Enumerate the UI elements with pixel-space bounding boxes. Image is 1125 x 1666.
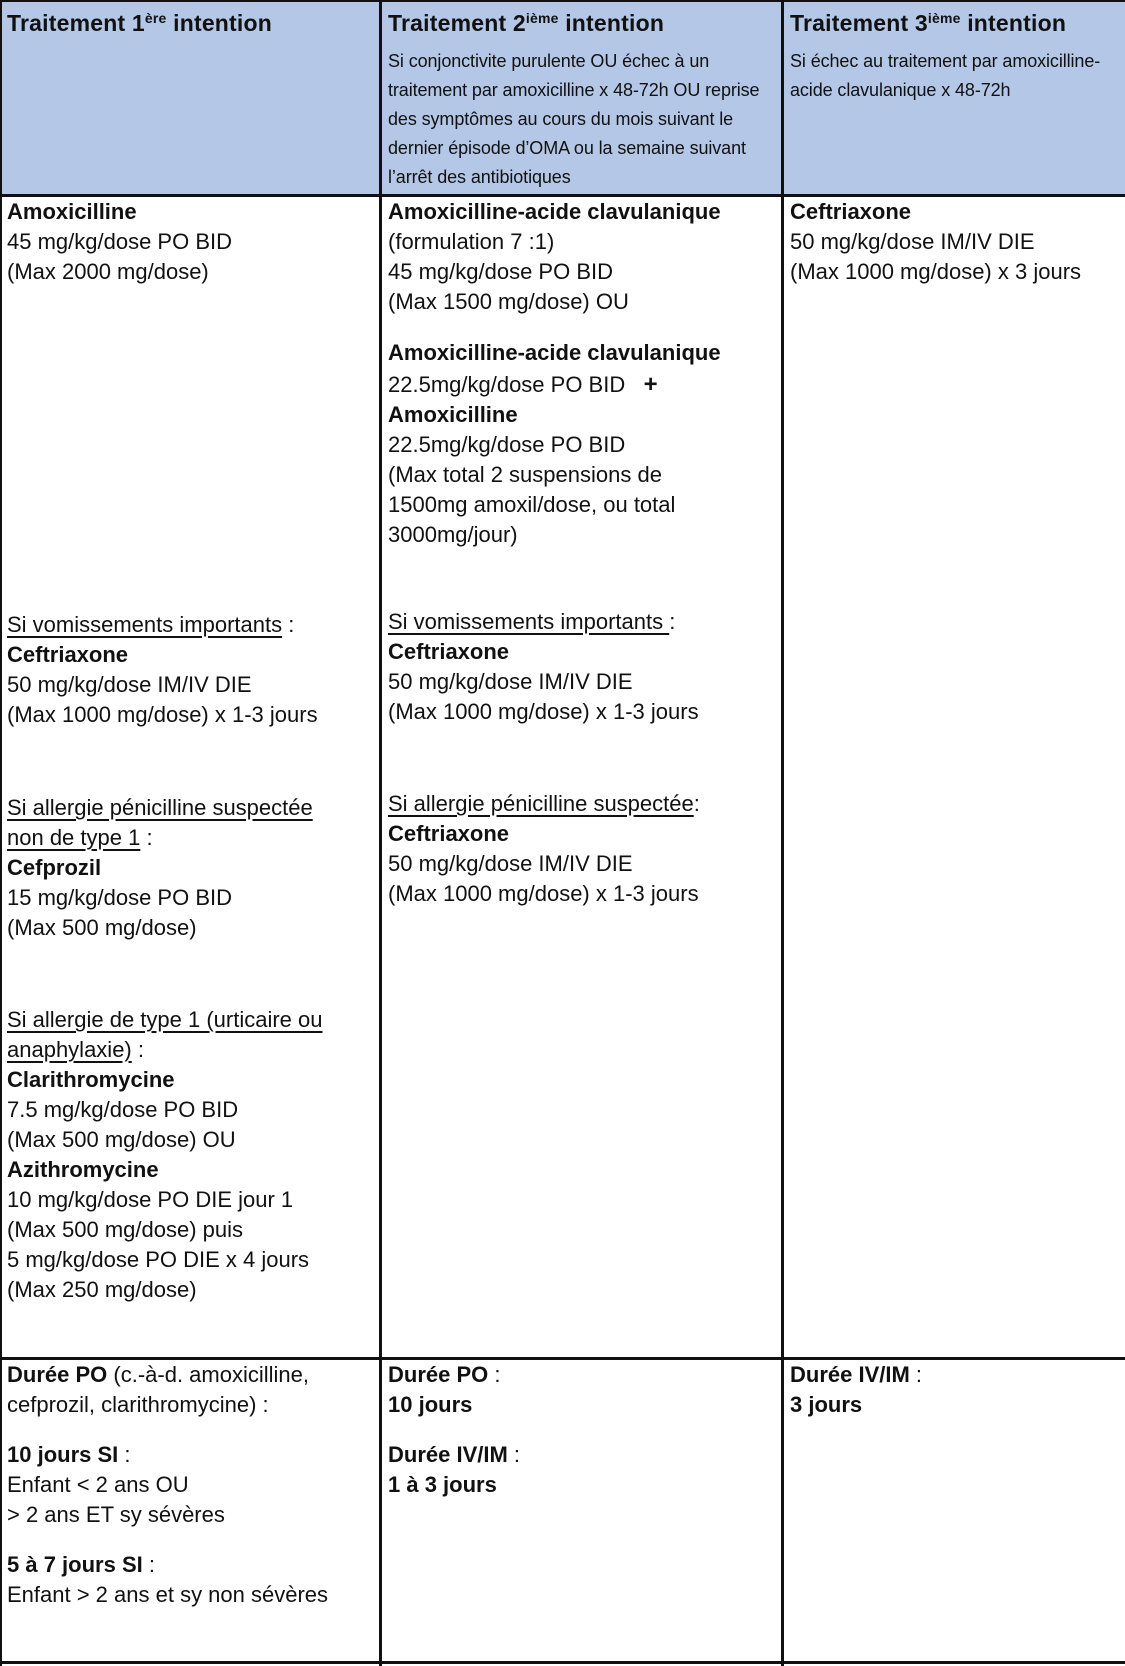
duration-criteria: > 2 ans ET sy sévères	[7, 1502, 225, 1527]
table-body-row	[0, 197, 1125, 1357]
header-cell-third-line	[783, 0, 1125, 195]
header-note-second-line: Si conjonctivite purulente OU échec à un traitement par amoxicilline x 48-72h OU reprise des symptômes au cours du mois suivant le dernier épisode d’OMA ou la semaine suivant l’arrêt des antibiotiques	[388, 51, 760, 187]
duration-cell-third-line	[783, 1360, 1125, 1660]
dose-text: 10 mg/kg/dose PO DIE jour 1	[7, 1187, 294, 1212]
table-border-left	[0, 0, 2, 1666]
first-line-allergy	[7, 793, 377, 943]
header-divider	[0, 194, 1125, 197]
duration-value: 1 à 3 jours	[388, 1472, 497, 1497]
dose-text: 45 mg/kg/dose PO BID	[7, 229, 232, 254]
max-text: 3000mg/jour)	[388, 522, 518, 547]
condition-text: Si allergie pénicilline suspectée:	[388, 791, 700, 816]
duration-second-block	[388, 1360, 779, 1500]
second-line-allergy	[388, 789, 779, 909]
dose-text: 22.5mg/kg/dose PO BID	[388, 432, 626, 457]
dose-text: 50 mg/kg/dose IM/IV DIE	[388, 851, 633, 876]
max-text: (Max 500 mg/dose) puis	[7, 1217, 243, 1242]
dose-text: 5 mg/kg/dose PO DIE x 4 jours	[7, 1247, 310, 1272]
condition-text: non de type 1 :	[7, 825, 153, 850]
max-text: (Max total 2 suspensions de	[388, 462, 662, 487]
max-text: (Max 2000 mg/dose)	[7, 259, 209, 284]
drug-name: Cefprozil	[7, 855, 102, 880]
body-cell-second-line	[381, 197, 783, 1357]
drug-name: Ceftriaxone	[790, 199, 912, 224]
max-text: (Max 1000 mg/dose) x 1-3 jours	[388, 699, 699, 724]
table-border-bottom	[0, 1661, 1125, 1664]
duration-label: Durée PO (c.-à-d. amoxicilline,	[7, 1362, 309, 1387]
formulation-text: (formulation 7 :1)	[388, 229, 555, 254]
duration-third-block	[790, 1360, 1121, 1420]
column-divider-2	[781, 0, 784, 1666]
duration-criteria: Enfant < 2 ans OU	[7, 1472, 189, 1497]
second-line-option-1	[388, 197, 779, 317]
first-line-vomit	[7, 610, 377, 730]
dose-text: 50 mg/kg/dose IM/IV DIE	[7, 672, 252, 697]
condition-text: anaphylaxie) :	[7, 1037, 144, 1062]
max-text: (Max 1000 mg/dose) x 3 jours	[790, 259, 1082, 284]
duration-label: Durée IV/IM :	[388, 1442, 521, 1467]
dose-text: 15 mg/kg/dose PO BID	[7, 885, 232, 910]
header-cell-first-line	[0, 0, 381, 195]
drug-name: Ceftriaxone	[388, 821, 510, 846]
duration-label-cont: cefprozil, clarithromycine) :	[7, 1392, 269, 1417]
third-line-main	[790, 197, 1121, 287]
duration-cell-first-line	[0, 1360, 381, 1660]
drug-name: Amoxicilline	[388, 402, 518, 427]
condition-text: Si vomissements importants :	[388, 609, 676, 634]
drug-name: Azithromycine	[7, 1157, 159, 1182]
max-text: 1500mg amoxil/dose, ou total	[388, 492, 676, 517]
column-divider-1	[379, 0, 382, 1666]
drug-name: Amoxicilline-acide clavulanique	[388, 199, 721, 224]
drug-name: Ceftriaxone	[388, 639, 510, 664]
second-line-vomit	[388, 607, 779, 727]
duration-label: Durée IV/IM :	[790, 1362, 923, 1387]
condition-text: Si allergie de type 1 (urticaire ou	[7, 1007, 323, 1032]
duration-cell-second-line	[381, 1360, 783, 1660]
body-cell-first-line	[0, 197, 381, 1357]
drug-name: Ceftriaxone	[7, 642, 129, 667]
dose-text: 50 mg/kg/dose IM/IV DIE	[388, 669, 633, 694]
drug-name: Amoxicilline	[7, 199, 137, 224]
first-line-main	[7, 197, 377, 287]
duration-label: Durée PO :	[388, 1362, 501, 1387]
max-text: (Max 1000 mg/dose) x 1-3 jours	[7, 702, 318, 727]
header-note-third-line: Si échec au traitement par amoxicilline-acide clavulanique x 48-72h	[790, 51, 1101, 100]
duration-criteria: Enfant > 2 ans et sy non sévères	[7, 1582, 329, 1607]
dose-text: 45 mg/kg/dose PO BID	[388, 259, 613, 284]
max-text: (Max 500 mg/dose)	[7, 915, 197, 940]
condition-text: Si vomissements importants :	[7, 612, 295, 637]
dose-text: 50 mg/kg/dose IM/IV DIE	[790, 229, 1035, 254]
max-text: (Max 1000 mg/dose) x 1-3 jours	[388, 881, 699, 906]
duration-divider	[0, 1357, 1125, 1360]
dose-text: 22.5mg/kg/dose PO BID +	[388, 371, 658, 398]
drug-name: Clarithromycine	[7, 1067, 175, 1092]
plus-sign: +	[643, 371, 658, 398]
duration-po-block	[7, 1360, 377, 1610]
max-text: (Max 250 mg/dose)	[7, 1277, 197, 1302]
duration-condition: 5 à 7 jours SI :	[7, 1552, 155, 1577]
drug-name: Amoxicilline-acide clavulanique	[388, 340, 721, 365]
body-cell-third-line	[783, 197, 1125, 1357]
second-line-option-2	[388, 338, 779, 550]
duration-value: 10 jours	[388, 1392, 473, 1417]
table-border-top	[0, 0, 1125, 2]
first-line-type1-allergy	[7, 1005, 377, 1305]
dose-text: 7.5 mg/kg/dose PO BID	[7, 1097, 239, 1122]
table-duration-row	[0, 1360, 1125, 1660]
header-title-third-line: Traitement 3ième intention	[790, 10, 1067, 36]
duration-value: 3 jours	[790, 1392, 863, 1417]
header-title-second-line: Traitement 2ième intention	[388, 10, 665, 36]
condition-text: Si allergie pénicilline suspectée	[7, 795, 313, 820]
max-text: (Max 1500 mg/dose) OU	[388, 289, 629, 314]
max-text: (Max 500 mg/dose) OU	[7, 1127, 236, 1152]
table-header-row	[0, 0, 1125, 195]
header-title-first-line: Traitement 1ère intention	[7, 10, 273, 36]
header-cell-second-line	[381, 0, 783, 195]
duration-condition: 10 jours SI :	[7, 1442, 131, 1467]
